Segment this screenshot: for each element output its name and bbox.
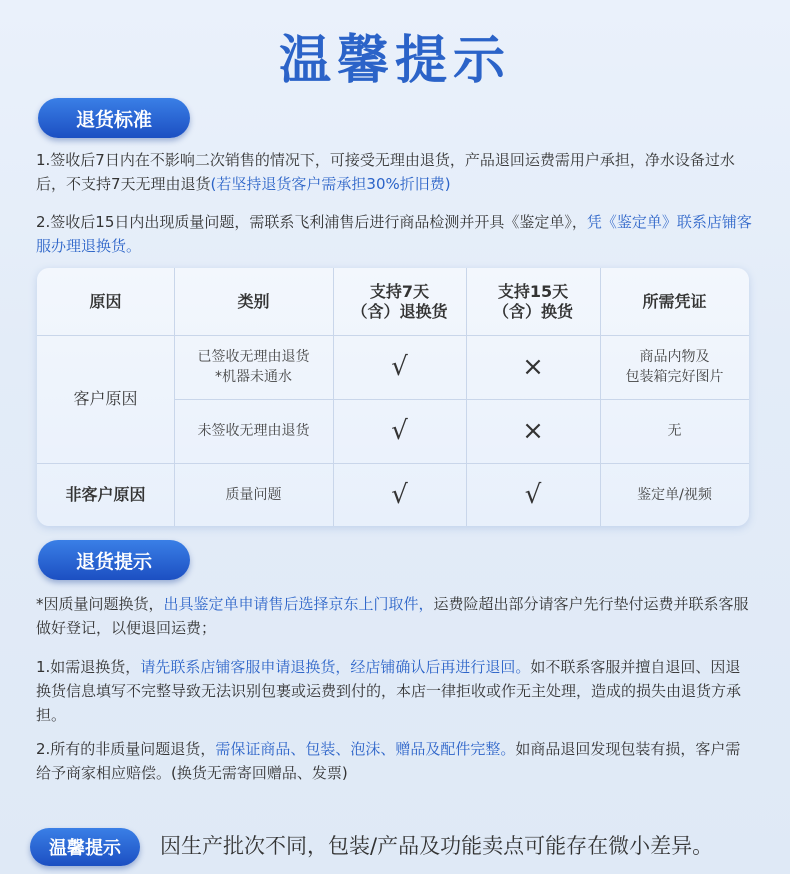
header-15day: 支持15天 （含）换货 — [492, 281, 573, 321]
row3-category: 质量问题 — [225, 486, 282, 503]
row2-7day-check-icon: √ — [391, 416, 408, 446]
standard-p1-highlight: (若坚持退货客户需承担30%折旧费) — [210, 175, 451, 193]
header-reason: 原因 — [89, 291, 122, 311]
tips-n3-text-b: 如商品退回发现包装有损，客户需给予商家相应赔偿。(换货无需寄回赠品、发票) — [36, 740, 741, 782]
group-non-customer-reason: 非客户原因 — [65, 484, 146, 504]
tips-n3-text-a: 2.所有的非质量问题退货， — [36, 740, 216, 758]
row1-proof: 商品内物及 包装箱完好图片 — [625, 349, 724, 385]
tips-n2-text-b: 如不联系客服并擅自退回、因退换货信息填写不完整导致无法识别包裹或运费到付的，本店一律拒收或作无主处理，造成的损失由退货方承担。 — [36, 658, 742, 724]
tips-note-2 — [36, 655, 754, 727]
return-policy-table — [37, 268, 749, 526]
page-title: 温馨提示 — [278, 31, 511, 91]
standard-paragraph-2 — [36, 210, 754, 258]
standard-p1-text: 1.签收后7日内在不影响二次销售的情况下，可接受无理由退货，产品退回运费需用户承担，净水设备过水后，不支持7天无理由退货 — [36, 151, 735, 193]
return-tips-badge: 退货提示 — [38, 540, 190, 580]
row3-proof: 鉴定单/视频 — [637, 486, 712, 503]
standard-paragraph-1 — [36, 148, 754, 196]
row2-proof: 无 — [667, 423, 682, 439]
tips-n1-text-b: 运费险超出部分请客户先行垫付运费并联系客服做好登记，以便退回运费； — [36, 595, 749, 637]
header-7day: 支持7天 （含）退换货 — [351, 281, 448, 321]
standard-p2-highlight: 凭《鉴定单》联系店铺客服办理退换货。 — [36, 213, 752, 255]
header-category: 类别 — [237, 291, 270, 311]
tips-n2-highlight: 请先联系店铺客服申请退换货，经店铺确认后再进行退回。 — [140, 658, 531, 676]
tips-n1-highlight: 出具鉴定单申请售后选择京东上门取件， — [163, 595, 434, 613]
tips-note-3 — [36, 737, 754, 785]
tips-n1-text-a: *因质量问题换货， — [36, 595, 164, 613]
row2-15day-cross-icon: × — [522, 416, 544, 446]
footer-badge: 温馨提示 — [30, 828, 140, 866]
tips-n2-text-a: 1.如需退换货， — [36, 658, 141, 676]
row1-category: 已签收无理由退货 *机器未通水 — [197, 349, 310, 385]
tips-n3-highlight: 需保证商品、包装、泡沫、赠品及配件完整。 — [215, 740, 516, 758]
group-customer-reason: 客户原因 — [73, 389, 138, 408]
header-proof: 所需凭证 — [642, 291, 707, 311]
return-standard-badge: 退货标准 — [38, 98, 190, 138]
row2-category: 未签收无理由退货 — [197, 423, 310, 439]
row3-7day-check-icon: √ — [391, 479, 408, 510]
row3-15day-check-icon: √ — [524, 479, 542, 510]
row1-15day-cross-icon: × — [522, 352, 544, 382]
footer-note: 因生产批次不同，包装/产品及功能卖点可能存在微小差异。 — [160, 834, 714, 858]
row1-7day-check-icon: √ — [391, 352, 408, 382]
standard-p2-text: 2.签收后15日内出现质量问题，需联系飞利浦售后进行商品检测并开具《鉴定单》， — [36, 213, 587, 231]
tips-note-1 — [36, 592, 754, 640]
